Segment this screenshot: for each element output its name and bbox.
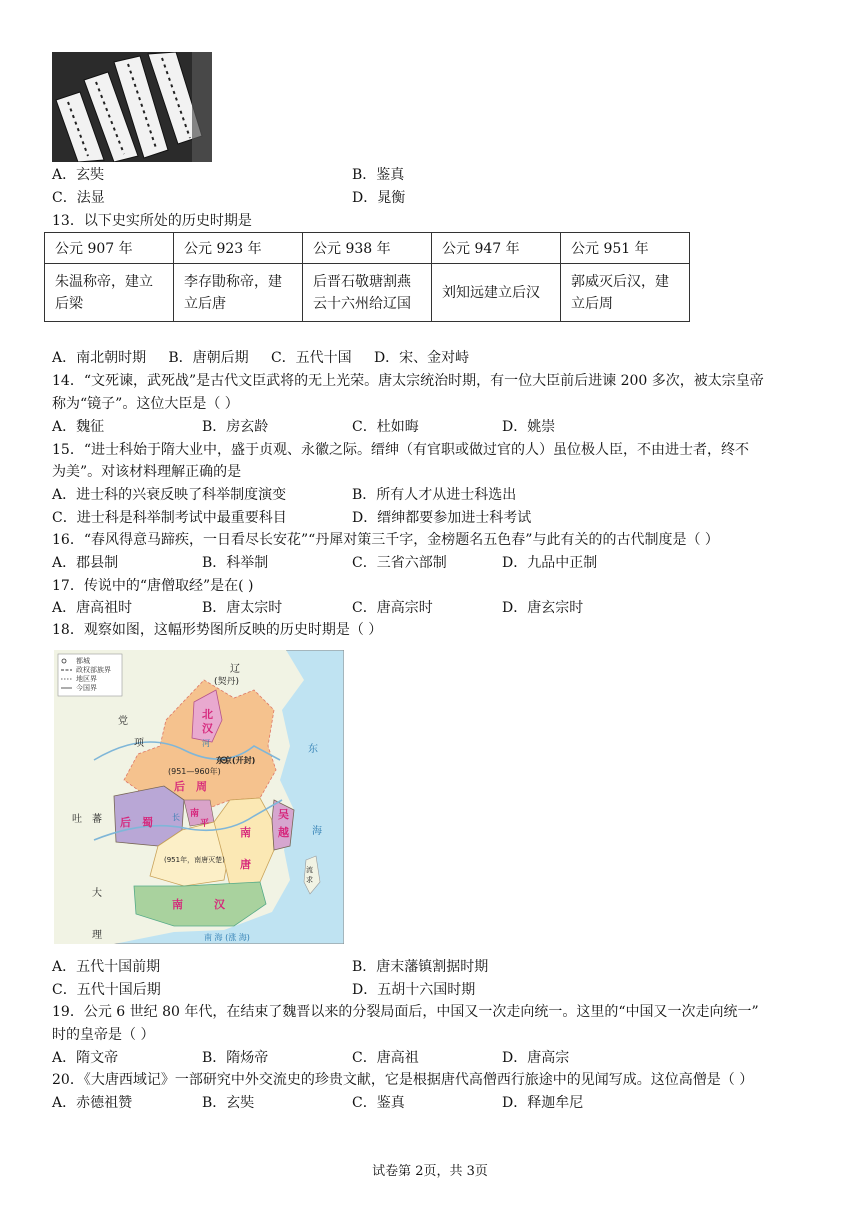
- q18-option-d: D．五胡十六国时期: [352, 982, 476, 998]
- label-dang: 党: [118, 716, 128, 727]
- event-line: 后晋石敬瑭割燕: [313, 273, 411, 290]
- q13-option-c: C．五代十国: [270, 350, 352, 366]
- q14-stem-line2: 称为“镜子”。这位大臣是（ ）: [52, 396, 239, 412]
- year-cell: 公元 951 年: [561, 233, 690, 264]
- q19-stem-line2: 时的皇帝是（ ）: [52, 1027, 155, 1043]
- q20-option-b: B．玄奘: [202, 1095, 255, 1111]
- q17-option-d: D．唐玄宗时: [502, 600, 584, 616]
- label-dongjing: 东京(开封): [216, 756, 256, 765]
- label-wuyue-2: 越: [278, 826, 289, 839]
- q17-stem: 17．传说中的“唐僧取经”是在( ): [52, 578, 254, 594]
- label-dong: 东: [308, 744, 318, 755]
- event-line: 李存勖称帝，建: [184, 273, 282, 290]
- q14-option-c: C．杜如晦: [352, 419, 419, 435]
- event-line: 朱温称帝，建立: [55, 273, 153, 290]
- label-liuqiu-2: 求: [306, 876, 313, 884]
- q13-option-d: D．宋、金对峙: [373, 350, 470, 366]
- label-nanhan-1: 南: [172, 898, 183, 911]
- label-houshu: 后 蜀: [120, 816, 153, 829]
- label-xiang: 项: [134, 738, 144, 749]
- label-chu-note: (951年，南唐灭楚): [164, 856, 225, 864]
- q16-option-c: C．三省六部制: [352, 555, 447, 571]
- year-cell: 公元 923 年: [174, 233, 303, 264]
- q12-document-photo: [52, 52, 212, 162]
- label-li: 理: [92, 930, 102, 941]
- label-nantang-2: 唐: [240, 858, 251, 871]
- q12-option-b: B．鉴真: [352, 167, 405, 183]
- event-cell: [45, 264, 174, 322]
- q20-option-c: C．鉴真: [352, 1095, 405, 1111]
- q16-stem: 16．“春风得意马蹄疾，一日看尽长安花”“丹犀对策三千字，金榜题名五色春”与此有关的的古代制度是（ ）: [52, 532, 719, 548]
- label-nanping-1: 南: [190, 809, 200, 819]
- q20-option-a: A．赤德祖赞: [52, 1095, 133, 1111]
- q13-events-table: [44, 232, 690, 322]
- event-line: 立后周: [571, 295, 613, 312]
- q12-option-d: D．晁衡: [352, 190, 406, 206]
- year-cell: 公元 938 年: [303, 233, 432, 264]
- label-river-he: 河: [202, 739, 210, 748]
- legend-polity-border: 政权部族界: [76, 666, 111, 674]
- q15-option-a: A．进士科的兴衰反映了科举制度演变: [52, 487, 287, 503]
- event-line: 云十六州给辽国: [313, 295, 411, 312]
- q17-option-c: C．唐高宗时: [352, 600, 433, 616]
- q17-option-b: B．唐太宗时: [202, 600, 283, 616]
- label-river-jiang: 长: [172, 813, 180, 822]
- q13-stem: 13．以下史实所处的历史时期是: [52, 213, 252, 229]
- label-tubo: 吐 蕃: [72, 814, 102, 825]
- label-nanhai: 南 海 (涨 海): [204, 933, 250, 942]
- label-liao: 辽: [230, 664, 240, 675]
- q17-option-a: A．唐高祖时: [52, 600, 133, 616]
- q18-option-c: C．五代十国后期: [52, 982, 161, 998]
- label-houzhou: 后 周: [174, 780, 207, 793]
- q15-stem-line1: 15．“进士科始于隋大业中，盛于贞观、永徽之际。缙绅（有官职或做过官的人）虽位极人臣，不由进士者，终不: [52, 442, 749, 458]
- q20-stem: 20．《大唐西域记》一部研究中外交流史的珍贵文献，它是根据唐代高僧西行旅途中的见闻写成。这位高僧是（ ）: [52, 1072, 754, 1088]
- q13-option-b: B．唐朝后期: [168, 350, 249, 366]
- event-line: 郭威灭后汉，建: [571, 273, 669, 290]
- legend-capital: 都城: [76, 657, 90, 665]
- q19-option-d: D．唐高宗: [502, 1050, 570, 1066]
- event-line: 后梁: [55, 295, 83, 312]
- label-beihan-2: 汉: [202, 722, 213, 735]
- event-line: 刘知远建立后汉: [442, 284, 540, 301]
- event-cell: [303, 264, 432, 322]
- label-da: 大: [92, 888, 102, 899]
- q15-option-b: B．所有人才从进士科选出: [352, 487, 517, 503]
- q16-option-d: D．九品中正制: [502, 555, 598, 571]
- label-hai: 海: [312, 826, 322, 837]
- label-liuqiu-1: 流: [306, 866, 313, 874]
- q15-option-d: D．缙绅都要参加进士科考试: [352, 510, 532, 526]
- event-cell: [174, 264, 303, 322]
- q14-stem-line1: 14．“文死谏，武死战”是古代文臣武将的无上光荣。唐太宗统治时期，有一位大臣前后进谏 200 多次，被太宗皇帝: [52, 373, 764, 389]
- q15-stem-line2: 为美”。对该材料理解正确的是: [52, 464, 242, 480]
- label-nanhan-2: 汉: [214, 898, 225, 911]
- q14-option-b: B．房玄龄: [202, 419, 269, 435]
- q15-option-c: C．进士科是科举制考试中最重要科目: [52, 510, 287, 526]
- year-cell: 公元 947 年: [432, 233, 561, 264]
- q14-option-d: D．姚崇: [502, 419, 556, 435]
- q18-option-b: B．唐末藩镇割据时期: [352, 959, 489, 975]
- event-line: 立后唐: [184, 295, 226, 312]
- label-wuyue-1: 吴: [278, 808, 289, 821]
- q19-stem-line1: 19．公元 6 世纪 80 年代，在结束了魏晋以来的分裂局面后，中国又一次走向统一。这里的“中国又一次走向统一”: [52, 1004, 759, 1020]
- q19-option-a: A．隋文帝: [52, 1050, 119, 1066]
- five-dynasties-map: [54, 650, 344, 944]
- q20-option-d: D．释迦牟尼: [502, 1095, 584, 1111]
- label-nanping-2: 平: [200, 819, 210, 829]
- q12-option-c: C．法显: [52, 190, 105, 206]
- label-houzhou-years: (951—960年): [168, 767, 221, 776]
- q16-option-a: A．郡县制: [52, 555, 119, 571]
- q18-stem: 18．观察如图，这幅形势图所反映的历史时期是（ ）: [52, 622, 383, 638]
- label-qidan: (契丹): [214, 677, 240, 687]
- q13-option-a: A．南北朝时期: [52, 350, 147, 366]
- legend-region-border: 地区界: [76, 675, 97, 683]
- legend-modern-border: 今国界: [76, 684, 97, 692]
- page-footer: 试卷第 2页，共 3页: [372, 1164, 488, 1179]
- q16-option-b: B．科举制: [202, 555, 269, 571]
- event-cell: [561, 264, 690, 322]
- year-cell: 公元 907 年: [45, 233, 174, 264]
- q19-option-b: B．隋炀帝: [202, 1050, 269, 1066]
- q19-option-c: C．唐高祖: [352, 1050, 419, 1066]
- q12-option-a: A．玄奘: [52, 167, 105, 183]
- q18-option-a: A．五代十国前期: [52, 959, 161, 975]
- label-beihan-1: 北: [202, 708, 213, 721]
- q13-options: [52, 348, 469, 368]
- event-cell: [432, 264, 561, 322]
- q14-option-a: A．魏征: [52, 419, 105, 435]
- label-nantang-1: 南: [240, 826, 251, 839]
